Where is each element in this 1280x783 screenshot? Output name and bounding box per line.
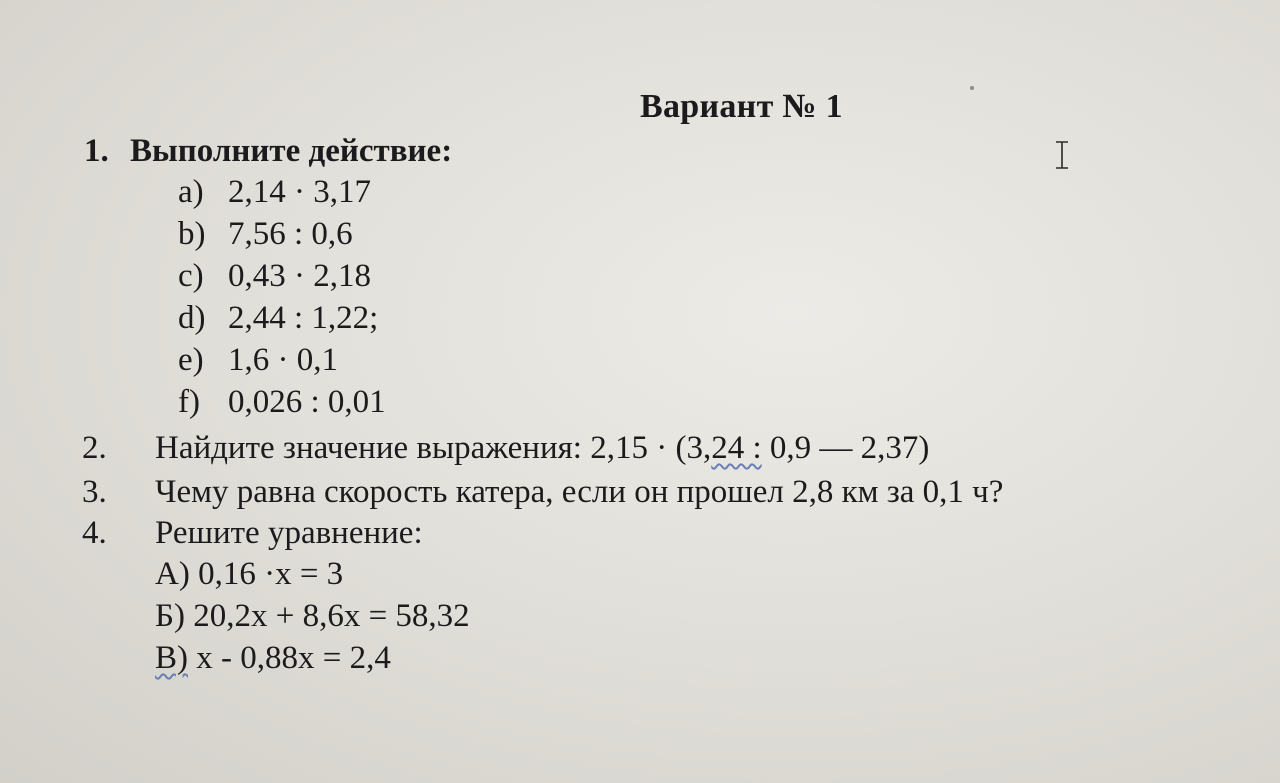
task1-item-a [178,174,371,211]
equation-label: А) [155,556,190,592]
item-letter: c) [178,258,204,294]
equation-expression: 0,16 ·x = 3 [189,556,344,592]
item-expression: 2,14 · 3,17 [228,174,371,210]
task1-item-e [178,342,338,379]
task4-number: 4. [82,515,107,551]
task1-item-b [178,216,353,253]
task1-text: Выполните действие: [130,133,453,169]
item-letter: e) [178,342,204,378]
item-letter: a) [178,174,204,210]
spellcheck-underlined-text[interactable]: 24 : [711,430,762,466]
task2-number: 2. [82,430,107,466]
task2-text-start: Найдите значение выражения: 2,15 · (3, [155,430,712,466]
equation-label[interactable]: В) [155,640,188,676]
equation-a [155,556,343,593]
item-expression: 1,6 · 0,1 [228,342,338,378]
task2-text-end: 0,9 — 2,37) [761,430,930,466]
equation-label: Б) [155,598,185,634]
item-letter: d) [178,300,206,336]
task3-text: Чему равна скорость катера, если он прошел 2,8 км за 0,1 ч? [155,474,1004,510]
task1-item-c [178,258,371,295]
task4-text: Решите уравнение: [155,515,423,551]
i-beam-cursor-icon [1054,140,1070,170]
item-expression: 0,026 : 0,01 [228,384,386,420]
task1-number: 1. [84,133,109,169]
item-expression: 7,56 : 0,6 [228,216,353,252]
item-letter: b) [178,216,206,252]
task3-number: 3. [82,474,107,510]
item-letter: f) [178,384,200,420]
equation-expression: x - 0,88x = 2,4 [188,640,391,676]
item-expression: 0,43 · 2,18 [228,258,371,294]
variant-title: Вариант № 1 [640,88,843,125]
equation-c [155,640,391,677]
equation-b [155,598,470,635]
equation-expression: 20,2x + 8,6x = 58,32 [184,598,470,634]
task2-text [155,430,929,467]
task1-item-f [178,384,386,421]
task1-item-d [178,300,378,337]
item-expression: 2,44 : 1,22; [228,300,379,336]
paper-speck [970,86,974,90]
